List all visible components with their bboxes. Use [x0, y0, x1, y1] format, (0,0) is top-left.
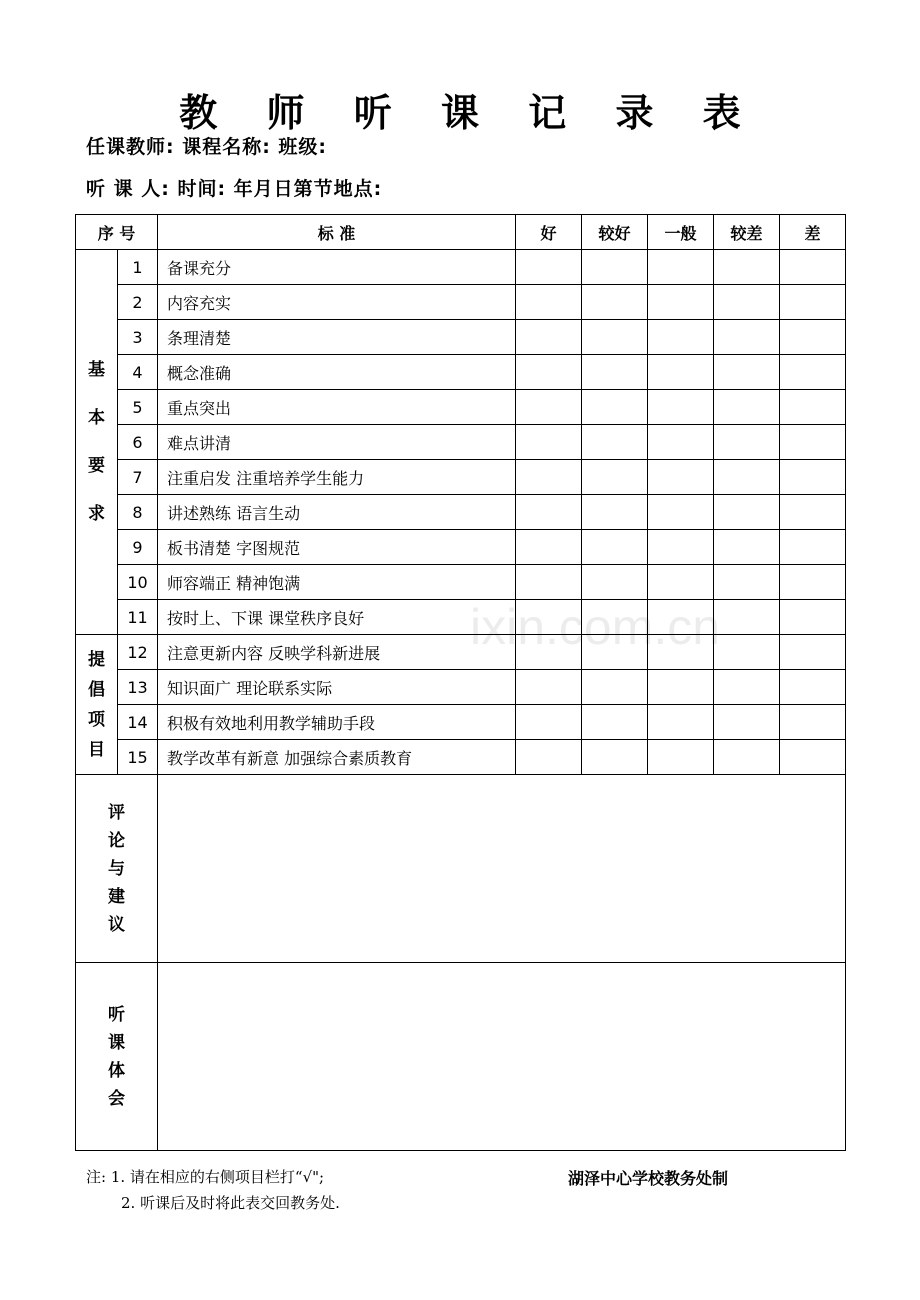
- table-row: [76, 530, 846, 565]
- rating-cell-fairly-good[interactable]: [582, 600, 648, 635]
- rating-cell-good[interactable]: [516, 250, 582, 285]
- rating-cell-average[interactable]: [648, 670, 714, 705]
- table-row: [76, 460, 846, 495]
- rating-cell-fairly-good[interactable]: [582, 250, 648, 285]
- rating-cell-poor[interactable]: [780, 530, 846, 565]
- rating-cell-average[interactable]: [648, 495, 714, 530]
- rating-cell-average[interactable]: [648, 635, 714, 670]
- row-number: 15: [118, 740, 158, 775]
- rating-cell-poor[interactable]: [780, 635, 846, 670]
- table-row: [76, 425, 846, 460]
- rating-cell-poor[interactable]: [780, 425, 846, 460]
- rating-cell-fairly-good[interactable]: [582, 565, 648, 600]
- standard-text: 教学改革有新意 加强综合素质教育: [158, 740, 516, 775]
- rating-cell-good[interactable]: [516, 460, 582, 495]
- rating-cell-good[interactable]: [516, 740, 582, 775]
- standard-text: 按时上、下课 课堂秩序良好: [158, 600, 516, 635]
- rating-cell-fairly-good[interactable]: [582, 390, 648, 425]
- row-number: 9: [118, 530, 158, 565]
- row-number: 3: [118, 320, 158, 355]
- rating-cell-poor[interactable]: [780, 460, 846, 495]
- rating-header-poor: 差: [780, 215, 846, 250]
- standard-header: 标 准: [158, 215, 516, 250]
- rating-cell-fairly-poor[interactable]: [714, 250, 780, 285]
- rating-cell-poor[interactable]: [780, 565, 846, 600]
- experience-row: [76, 963, 846, 1151]
- table-row: [76, 250, 846, 285]
- rating-cell-fairly-poor[interactable]: [714, 635, 780, 670]
- rating-cell-fairly-poor[interactable]: [714, 460, 780, 495]
- experience-label: 听 课 体 会: [76, 963, 158, 1151]
- table-row: [76, 740, 846, 775]
- row-number: 8: [118, 495, 158, 530]
- rating-cell-fairly-poor[interactable]: [714, 670, 780, 705]
- note-line-1: 注: 1. 请在相应的右侧项目栏打“√";: [86, 1168, 325, 1186]
- table-row: [76, 285, 846, 320]
- rating-header-fairly-poor: 较差: [714, 215, 780, 250]
- rating-cell-fairly-good[interactable]: [582, 285, 648, 320]
- rating-cell-fairly-poor[interactable]: [714, 355, 780, 390]
- comments-row: [76, 775, 846, 963]
- table-row: [76, 565, 846, 600]
- row-number: 11: [118, 600, 158, 635]
- rating-cell-fairly-poor[interactable]: [714, 530, 780, 565]
- row-number: 2: [118, 285, 158, 320]
- rating-cell-average[interactable]: [648, 705, 714, 740]
- rating-cell-poor[interactable]: [780, 705, 846, 740]
- rating-cell-average[interactable]: [648, 530, 714, 565]
- row-number: 14: [118, 705, 158, 740]
- rating-cell-fairly-poor[interactable]: [714, 495, 780, 530]
- standard-text: 重点突出: [158, 390, 516, 425]
- table-row: [76, 495, 846, 530]
- row-number: 13: [118, 670, 158, 705]
- rating-cell-fairly-good[interactable]: [582, 425, 648, 460]
- rating-cell-fairly-poor[interactable]: [714, 425, 780, 460]
- standard-text: 讲述熟练 语言生动: [158, 495, 516, 530]
- standard-text: 师容端正 精神饱满: [158, 565, 516, 600]
- rating-cell-average[interactable]: [648, 250, 714, 285]
- rating-cell-fairly-poor[interactable]: [714, 740, 780, 775]
- rating-cell-good[interactable]: [516, 565, 582, 600]
- rating-cell-fairly-poor[interactable]: [714, 285, 780, 320]
- standard-text: 内容充实: [158, 285, 516, 320]
- table-row: [76, 705, 846, 740]
- standard-text: 板书清楚 字图规范: [158, 530, 516, 565]
- table-row: [76, 600, 846, 635]
- rating-cell-good[interactable]: [516, 670, 582, 705]
- table-header-row: [76, 215, 846, 250]
- rating-cell-good[interactable]: [516, 390, 582, 425]
- rating-cell-average[interactable]: [648, 425, 714, 460]
- rating-cell-poor[interactable]: [780, 250, 846, 285]
- rating-cell-fairly-poor[interactable]: [714, 320, 780, 355]
- seq-header: 序 号: [76, 215, 158, 250]
- group-advocated-items: 提 倡 项 目: [76, 635, 118, 775]
- standard-text: 知识面广 理论联系实际: [158, 670, 516, 705]
- rating-cell-fairly-poor[interactable]: [714, 565, 780, 600]
- table-row: [76, 355, 846, 390]
- rating-cell-good[interactable]: [516, 600, 582, 635]
- rating-cell-fairly-good[interactable]: [582, 530, 648, 565]
- rating-cell-fairly-good[interactable]: [582, 495, 648, 530]
- rating-cell-average[interactable]: [648, 460, 714, 495]
- standard-text: 积极有效地利用教学辅助手段: [158, 705, 516, 740]
- rating-cell-poor[interactable]: [780, 285, 846, 320]
- rating-cell-average[interactable]: [648, 565, 714, 600]
- listener-time-place-line: 听 课 人: 时间: 年月日第节地点:: [86, 178, 383, 200]
- row-number: 4: [118, 355, 158, 390]
- comments-label: 评 论 与 建 议: [76, 775, 158, 963]
- row-number: 1: [118, 250, 158, 285]
- rating-cell-poor[interactable]: [780, 740, 846, 775]
- rating-cell-poor[interactable]: [780, 390, 846, 425]
- row-number: 6: [118, 425, 158, 460]
- table-row: [76, 320, 846, 355]
- rating-cell-poor[interactable]: [780, 670, 846, 705]
- note-line-2: 2. 听课后及时将此表交回教务处.: [121, 1194, 340, 1212]
- rating-header-average: 一般: [648, 215, 714, 250]
- rating-header-fairly-good: 较好: [582, 215, 648, 250]
- standard-text: 概念准确: [158, 355, 516, 390]
- standard-text: 难点讲清: [158, 425, 516, 460]
- table-row: [76, 635, 846, 670]
- group-basic-requirements: 基 本 要 求: [76, 250, 118, 635]
- watermark: ixin.com.cn: [470, 599, 721, 655]
- row-number: 7: [118, 460, 158, 495]
- rating-cell-fairly-good[interactable]: [582, 460, 648, 495]
- rating-cell-good[interactable]: [516, 285, 582, 320]
- rating-header-good: 好: [516, 215, 582, 250]
- rating-cell-fairly-poor[interactable]: [714, 600, 780, 635]
- rating-cell-fairly-good[interactable]: [582, 355, 648, 390]
- rating-cell-fairly-good[interactable]: [582, 705, 648, 740]
- rating-cell-fairly-good[interactable]: [582, 635, 648, 670]
- rating-cell-average[interactable]: [648, 320, 714, 355]
- row-number: 5: [118, 390, 158, 425]
- rating-cell-average[interactable]: [648, 600, 714, 635]
- experience-field[interactable]: [158, 963, 846, 1151]
- row-number: 12: [118, 635, 158, 670]
- rating-cell-good[interactable]: [516, 495, 582, 530]
- rating-cell-good[interactable]: [516, 320, 582, 355]
- rating-cell-poor[interactable]: [780, 600, 846, 635]
- rating-cell-good[interactable]: [516, 635, 582, 670]
- rating-cell-poor[interactable]: [780, 320, 846, 355]
- evaluation-table: [75, 214, 846, 1151]
- rating-cell-good[interactable]: [516, 705, 582, 740]
- teacher-course-class-line: 任课教师: 课程名称: 班级:: [86, 136, 328, 158]
- rating-cell-average[interactable]: [648, 740, 714, 775]
- issuer-label: 湖泽中心学校教务处制: [568, 1169, 729, 1188]
- rating-cell-poor[interactable]: [780, 355, 846, 390]
- table-row: [76, 670, 846, 705]
- rating-cell-fairly-good[interactable]: [582, 740, 648, 775]
- rating-cell-average[interactable]: [648, 355, 714, 390]
- rating-cell-good[interactable]: [516, 355, 582, 390]
- rating-cell-fairly-poor[interactable]: [714, 390, 780, 425]
- row-number: 10: [118, 565, 158, 600]
- rating-cell-good[interactable]: [516, 530, 582, 565]
- rating-cell-average[interactable]: [648, 285, 714, 320]
- form-title: 教 师 听 课 记 录 表: [179, 91, 759, 135]
- standard-text: 注意更新内容 反映学科新进展: [158, 635, 516, 670]
- rating-cell-fairly-poor[interactable]: [714, 705, 780, 740]
- rating-cell-fairly-good[interactable]: [582, 320, 648, 355]
- comments-field[interactable]: [158, 775, 846, 963]
- table-row: [76, 390, 846, 425]
- rating-cell-average[interactable]: [648, 390, 714, 425]
- rating-cell-poor[interactable]: [780, 495, 846, 530]
- standard-text: 注重启发 注重培养学生能力: [158, 460, 516, 495]
- standard-text: 条理清楚: [158, 320, 516, 355]
- rating-cell-fairly-good[interactable]: [582, 670, 648, 705]
- standard-text: 备课充分: [158, 250, 516, 285]
- rating-cell-good[interactable]: [516, 425, 582, 460]
